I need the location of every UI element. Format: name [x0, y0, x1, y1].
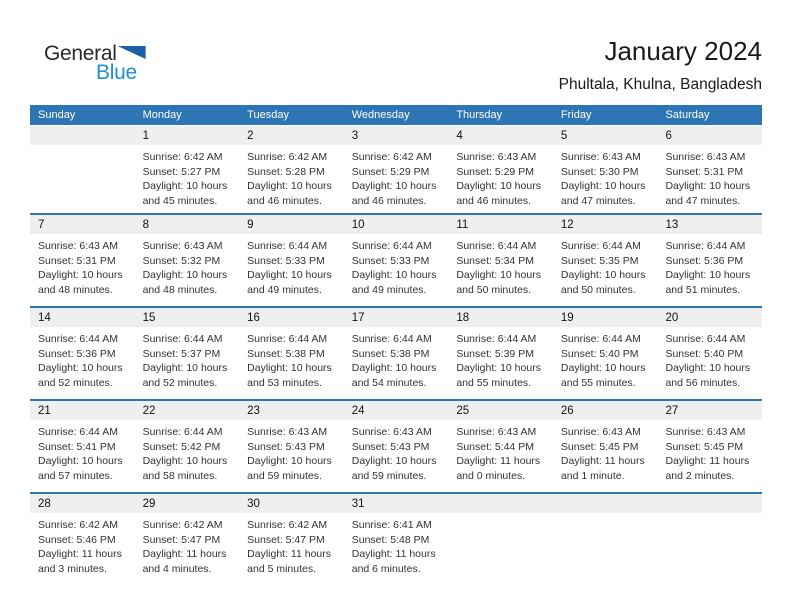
day-detail-line: Daylight: 10 hours	[456, 269, 541, 281]
day-number: 19	[553, 308, 658, 327]
day-cell-1	[135, 126, 240, 213]
day-cell-empty	[448, 494, 553, 585]
day-detail-line: Daylight: 11 hours	[247, 548, 332, 560]
day-number: 4	[448, 126, 553, 145]
day-cell-2	[239, 126, 344, 213]
day-number: 22	[135, 401, 240, 420]
day-number	[657, 494, 762, 513]
day-detail-line: Daylight: 10 hours	[456, 180, 541, 192]
day-detail-line: Sunrise: 6:44 AM	[38, 333, 118, 345]
day-detail-line: Sunrise: 6:44 AM	[247, 240, 328, 252]
day-number	[30, 126, 135, 145]
day-detail-line: Sunrise: 6:42 AM	[247, 519, 328, 531]
day-cell-24	[344, 401, 449, 492]
day-cell-17	[344, 308, 449, 399]
day-details	[553, 513, 658, 518]
day-detail-line: and 57 minutes.	[38, 469, 113, 482]
week-row-4	[30, 399, 762, 492]
day-cell-13	[657, 215, 762, 306]
day-detail-line: Daylight: 10 hours	[142, 362, 228, 374]
day-detail-line: Sunrise: 6:41 AM	[351, 519, 432, 531]
day-detail-line: Sunrise: 6:44 AM	[665, 333, 746, 345]
day-details	[239, 145, 344, 208]
day-cell-empty	[553, 494, 658, 585]
day-detail-line: and 50 minutes.	[560, 283, 636, 296]
day-detail-line: Sunset: 5:40 PM	[665, 347, 744, 360]
weekday-header-row	[30, 105, 762, 125]
day-detail-line: and 3 minutes.	[38, 562, 107, 575]
day-detail-line: Sunset: 5:41 PM	[38, 440, 116, 453]
day-detail-line: and 2 minutes.	[665, 469, 735, 482]
day-detail-line: Daylight: 11 hours	[38, 548, 122, 560]
week-row-2	[30, 213, 762, 306]
day-detail-line: Daylight: 10 hours	[351, 362, 437, 374]
day-detail-line: Sunset: 5:47 PM	[247, 533, 325, 546]
day-detail-line: Sunset: 5:27 PM	[142, 165, 221, 178]
day-detail-line: Daylight: 10 hours	[456, 362, 541, 374]
day-detail-line: Sunrise: 6:42 AM	[142, 519, 223, 531]
day-cell-18	[448, 308, 553, 399]
day-detail-line: Sunset: 5:45 PM	[560, 440, 639, 453]
weekday-header-sunday: Sunday	[38, 109, 76, 121]
day-cell-25	[448, 401, 553, 492]
day-detail-line: and 49 minutes.	[247, 283, 322, 296]
day-number: 6	[657, 126, 762, 145]
page-subtitle: Phultala, Khulna, Bangladesh	[558, 76, 762, 93]
day-detail-line: Sunset: 5:38 PM	[351, 347, 430, 360]
day-detail-line: Sunset: 5:43 PM	[351, 440, 430, 453]
day-details	[30, 513, 135, 576]
day-detail-line: Daylight: 10 hours	[665, 269, 751, 281]
day-detail-line: Sunset: 5:32 PM	[142, 254, 221, 267]
day-details	[448, 327, 553, 390]
day-cell-21	[30, 401, 135, 492]
day-cell-10	[344, 215, 449, 306]
day-cell-23	[239, 401, 344, 492]
day-cell-31	[344, 494, 449, 585]
day-detail-line: and 48 minutes.	[38, 283, 113, 296]
day-detail-line: Sunrise: 6:43 AM	[351, 426, 432, 438]
day-cell-28	[30, 494, 135, 585]
day-cell-12	[553, 215, 658, 306]
day-number: 26	[553, 401, 658, 420]
day-detail-line: Sunset: 5:39 PM	[456, 347, 534, 360]
logo-triangle-icon	[118, 46, 146, 59]
weekday-header-monday: Monday	[142, 109, 182, 121]
day-details	[135, 145, 240, 208]
day-number: 9	[239, 215, 344, 234]
day-details	[135, 327, 240, 390]
day-detail-line: Daylight: 10 hours	[38, 362, 123, 374]
day-detail-line: Daylight: 10 hours	[351, 269, 437, 281]
weekday-header-friday: Friday	[560, 109, 592, 121]
day-number: 1	[135, 126, 240, 145]
day-detail-line: and 54 minutes.	[351, 376, 427, 389]
day-details	[657, 234, 762, 297]
day-number: 24	[344, 401, 449, 420]
day-number: 30	[239, 494, 344, 513]
day-number: 23	[239, 401, 344, 420]
weekday-header-tuesday: Tuesday	[247, 109, 289, 121]
day-cell-20	[657, 308, 762, 399]
day-detail-line: Sunset: 5:46 PM	[38, 533, 116, 546]
day-detail-line: Daylight: 10 hours	[560, 269, 646, 281]
calendar-grid	[30, 126, 762, 585]
day-detail-line: Daylight: 10 hours	[351, 180, 437, 192]
day-detail-line: Sunset: 5:29 PM	[456, 165, 534, 178]
day-number: 28	[30, 494, 135, 513]
day-detail-line: Sunset: 5:43 PM	[247, 440, 325, 453]
day-detail-line: Daylight: 10 hours	[142, 269, 228, 281]
day-details	[135, 234, 240, 297]
day-detail-line: and 1 minute.	[560, 469, 625, 482]
day-detail-line: Sunset: 5:35 PM	[560, 254, 639, 267]
day-number: 7	[30, 215, 135, 234]
day-detail-line: Sunrise: 6:44 AM	[560, 333, 641, 345]
day-details	[553, 145, 658, 208]
day-cell-6	[657, 126, 762, 213]
day-detail-line: Daylight: 10 hours	[247, 362, 332, 374]
day-detail-line: and 59 minutes.	[351, 469, 427, 482]
day-number: 25	[448, 401, 553, 420]
day-number: 16	[239, 308, 344, 327]
day-details	[239, 420, 344, 483]
day-details	[239, 234, 344, 297]
day-detail-line: Daylight: 11 hours	[351, 548, 436, 560]
day-detail-line: Sunset: 5:36 PM	[665, 254, 744, 267]
day-details	[239, 327, 344, 390]
day-detail-line: Daylight: 11 hours	[456, 455, 541, 467]
day-detail-line: Sunset: 5:30 PM	[560, 165, 639, 178]
day-detail-line: Sunset: 5:48 PM	[351, 533, 430, 546]
day-number: 31	[344, 494, 449, 513]
day-number: 12	[553, 215, 658, 234]
day-detail-line: Sunset: 5:38 PM	[247, 347, 325, 360]
day-detail-line: Sunrise: 6:42 AM	[247, 151, 328, 163]
day-detail-line: Sunset: 5:34 PM	[456, 254, 534, 267]
day-cell-3	[344, 126, 449, 213]
day-details	[553, 420, 658, 483]
day-details	[239, 513, 344, 576]
day-detail-line: Sunrise: 6:42 AM	[38, 519, 118, 531]
day-details	[448, 234, 553, 297]
day-number: 5	[553, 126, 658, 145]
day-detail-line: Sunrise: 6:44 AM	[142, 426, 223, 438]
day-number: 10	[344, 215, 449, 234]
day-detail-line: Daylight: 10 hours	[247, 455, 332, 467]
general-blue-logo	[44, 42, 184, 85]
week-row-5	[30, 492, 762, 585]
day-detail-line: Daylight: 10 hours	[247, 269, 332, 281]
day-detail-line: Sunset: 5:29 PM	[351, 165, 430, 178]
day-number: 27	[657, 401, 762, 420]
day-cell-26	[553, 401, 658, 492]
day-detail-line: Sunrise: 6:44 AM	[247, 333, 328, 345]
day-details	[30, 145, 135, 150]
day-detail-line: Daylight: 10 hours	[142, 455, 228, 467]
day-detail-line: Sunrise: 6:44 AM	[456, 333, 537, 345]
day-detail-line: and 56 minutes.	[665, 376, 741, 389]
day-detail-line: Sunset: 5:45 PM	[665, 440, 744, 453]
day-number: 2	[239, 126, 344, 145]
day-detail-line: Daylight: 10 hours	[560, 362, 646, 374]
day-detail-line: Daylight: 10 hours	[247, 180, 332, 192]
day-detail-line: Sunrise: 6:44 AM	[142, 333, 223, 345]
day-detail-line: Sunset: 5:31 PM	[665, 165, 744, 178]
day-detail-line: and 59 minutes.	[247, 469, 322, 482]
day-detail-line: Sunrise: 6:42 AM	[142, 151, 223, 163]
day-detail-line: and 6 minutes.	[351, 562, 421, 575]
day-cell-14	[30, 308, 135, 399]
week-row-1	[30, 126, 762, 213]
day-detail-line: Sunset: 5:33 PM	[247, 254, 325, 267]
page-title: January 2024	[604, 36, 762, 66]
day-detail-line: Sunset: 5:40 PM	[560, 347, 639, 360]
day-detail-line: and 46 minutes.	[456, 194, 532, 207]
day-details	[657, 420, 762, 483]
day-detail-line: and 45 minutes.	[142, 194, 218, 207]
day-details	[30, 327, 135, 390]
day-number	[448, 494, 553, 513]
day-cell-15	[135, 308, 240, 399]
day-cell-empty	[657, 494, 762, 585]
day-cell-19	[553, 308, 658, 399]
day-details	[448, 145, 553, 208]
day-detail-line: Sunrise: 6:43 AM	[38, 240, 118, 252]
day-cell-16	[239, 308, 344, 399]
day-number: 29	[135, 494, 240, 513]
day-cell-7	[30, 215, 135, 306]
day-detail-line: and 4 minutes.	[142, 562, 212, 575]
day-details	[135, 513, 240, 576]
day-details	[657, 145, 762, 208]
day-detail-line: Sunrise: 6:44 AM	[665, 240, 746, 252]
day-detail-line: Daylight: 10 hours	[38, 269, 123, 281]
day-number: 18	[448, 308, 553, 327]
day-details	[30, 234, 135, 297]
day-detail-line: Sunset: 5:42 PM	[142, 440, 221, 453]
day-details	[448, 513, 553, 518]
day-detail-line: Daylight: 11 hours	[142, 548, 227, 560]
day-details	[553, 327, 658, 390]
day-details	[30, 420, 135, 483]
day-detail-line: and 53 minutes.	[247, 376, 322, 389]
day-details	[657, 327, 762, 390]
day-details	[448, 420, 553, 483]
day-detail-line: and 50 minutes.	[456, 283, 532, 296]
day-detail-line: and 5 minutes.	[247, 562, 317, 575]
day-number: 8	[135, 215, 240, 234]
day-number: 20	[657, 308, 762, 327]
weekday-header-thursday: Thursday	[456, 109, 503, 121]
day-detail-line: and 46 minutes.	[247, 194, 322, 207]
day-detail-line: Sunrise: 6:44 AM	[351, 333, 432, 345]
day-detail-line: Sunrise: 6:43 AM	[560, 151, 641, 163]
day-detail-line: and 51 minutes.	[665, 283, 741, 296]
day-detail-line: Sunset: 5:31 PM	[38, 254, 116, 267]
day-detail-line: and 47 minutes.	[560, 194, 636, 207]
day-cell-9	[239, 215, 344, 306]
day-details	[344, 420, 449, 483]
calendar-grid-container	[30, 105, 762, 585]
day-detail-line: Sunrise: 6:43 AM	[456, 151, 537, 163]
day-detail-line: Sunset: 5:28 PM	[247, 165, 325, 178]
day-detail-line: and 58 minutes.	[142, 469, 218, 482]
weekday-header-saturday: Saturday	[665, 109, 710, 121]
day-number: 13	[657, 215, 762, 234]
day-detail-line: Sunrise: 6:44 AM	[351, 240, 432, 252]
day-detail-line: Daylight: 10 hours	[142, 180, 228, 192]
day-detail-line: Sunrise: 6:44 AM	[560, 240, 641, 252]
day-details	[657, 513, 762, 518]
day-detail-line: and 49 minutes.	[351, 283, 427, 296]
day-number: 11	[448, 215, 553, 234]
day-cell-4	[448, 126, 553, 213]
day-detail-line: and 0 minutes.	[456, 469, 526, 482]
day-number: 15	[135, 308, 240, 327]
day-cell-27	[657, 401, 762, 492]
day-detail-line: and 52 minutes.	[38, 376, 113, 389]
day-cell-29	[135, 494, 240, 585]
day-detail-line: Sunset: 5:36 PM	[38, 347, 116, 360]
day-detail-line: Daylight: 10 hours	[38, 455, 123, 467]
day-detail-line: Sunrise: 6:43 AM	[665, 151, 746, 163]
day-number: 14	[30, 308, 135, 327]
day-detail-line: Daylight: 11 hours	[560, 455, 645, 467]
day-details	[344, 513, 449, 576]
day-detail-line: Sunrise: 6:43 AM	[560, 426, 641, 438]
weekday-header-wednesday: Wednesday	[351, 109, 410, 121]
week-row-3	[30, 306, 762, 399]
day-detail-line: Sunrise: 6:44 AM	[456, 240, 537, 252]
day-detail-line: Daylight: 10 hours	[665, 180, 751, 192]
day-cell-8	[135, 215, 240, 306]
day-cell-22	[135, 401, 240, 492]
day-cell-11	[448, 215, 553, 306]
day-details	[344, 145, 449, 208]
day-detail-line: Sunrise: 6:43 AM	[665, 426, 746, 438]
day-detail-line: and 55 minutes.	[560, 376, 636, 389]
day-detail-line: Sunrise: 6:44 AM	[38, 426, 118, 438]
logo-word-blue: Blue	[96, 61, 137, 84]
day-detail-line: Daylight: 10 hours	[351, 455, 437, 467]
day-detail-line: Daylight: 11 hours	[665, 455, 750, 467]
logo-word-general: General	[44, 42, 117, 65]
day-detail-line: Daylight: 10 hours	[560, 180, 646, 192]
day-details	[344, 234, 449, 297]
day-details	[344, 327, 449, 390]
day-details	[553, 234, 658, 297]
day-detail-line: Sunset: 5:44 PM	[456, 440, 534, 453]
day-cell-empty	[30, 126, 135, 213]
day-detail-line: and 48 minutes.	[142, 283, 218, 296]
day-cell-30	[239, 494, 344, 585]
day-detail-line: Sunset: 5:37 PM	[142, 347, 221, 360]
day-detail-line: and 46 minutes.	[351, 194, 427, 207]
day-detail-line: Sunset: 5:33 PM	[351, 254, 430, 267]
day-number: 17	[344, 308, 449, 327]
day-number	[553, 494, 658, 513]
day-details	[135, 420, 240, 483]
day-detail-line: and 47 minutes.	[665, 194, 741, 207]
day-detail-line: Sunrise: 6:43 AM	[247, 426, 328, 438]
day-detail-line: Sunset: 5:47 PM	[142, 533, 221, 546]
day-cell-5	[553, 126, 658, 213]
day-number: 3	[344, 126, 449, 145]
day-detail-line: and 55 minutes.	[456, 376, 532, 389]
day-detail-line: Sunrise: 6:43 AM	[456, 426, 537, 438]
day-detail-line: Daylight: 10 hours	[665, 362, 751, 374]
day-detail-line: Sunrise: 6:43 AM	[142, 240, 223, 252]
day-detail-line: Sunrise: 6:42 AM	[351, 151, 432, 163]
day-detail-line: and 52 minutes.	[142, 376, 218, 389]
day-number: 21	[30, 401, 135, 420]
